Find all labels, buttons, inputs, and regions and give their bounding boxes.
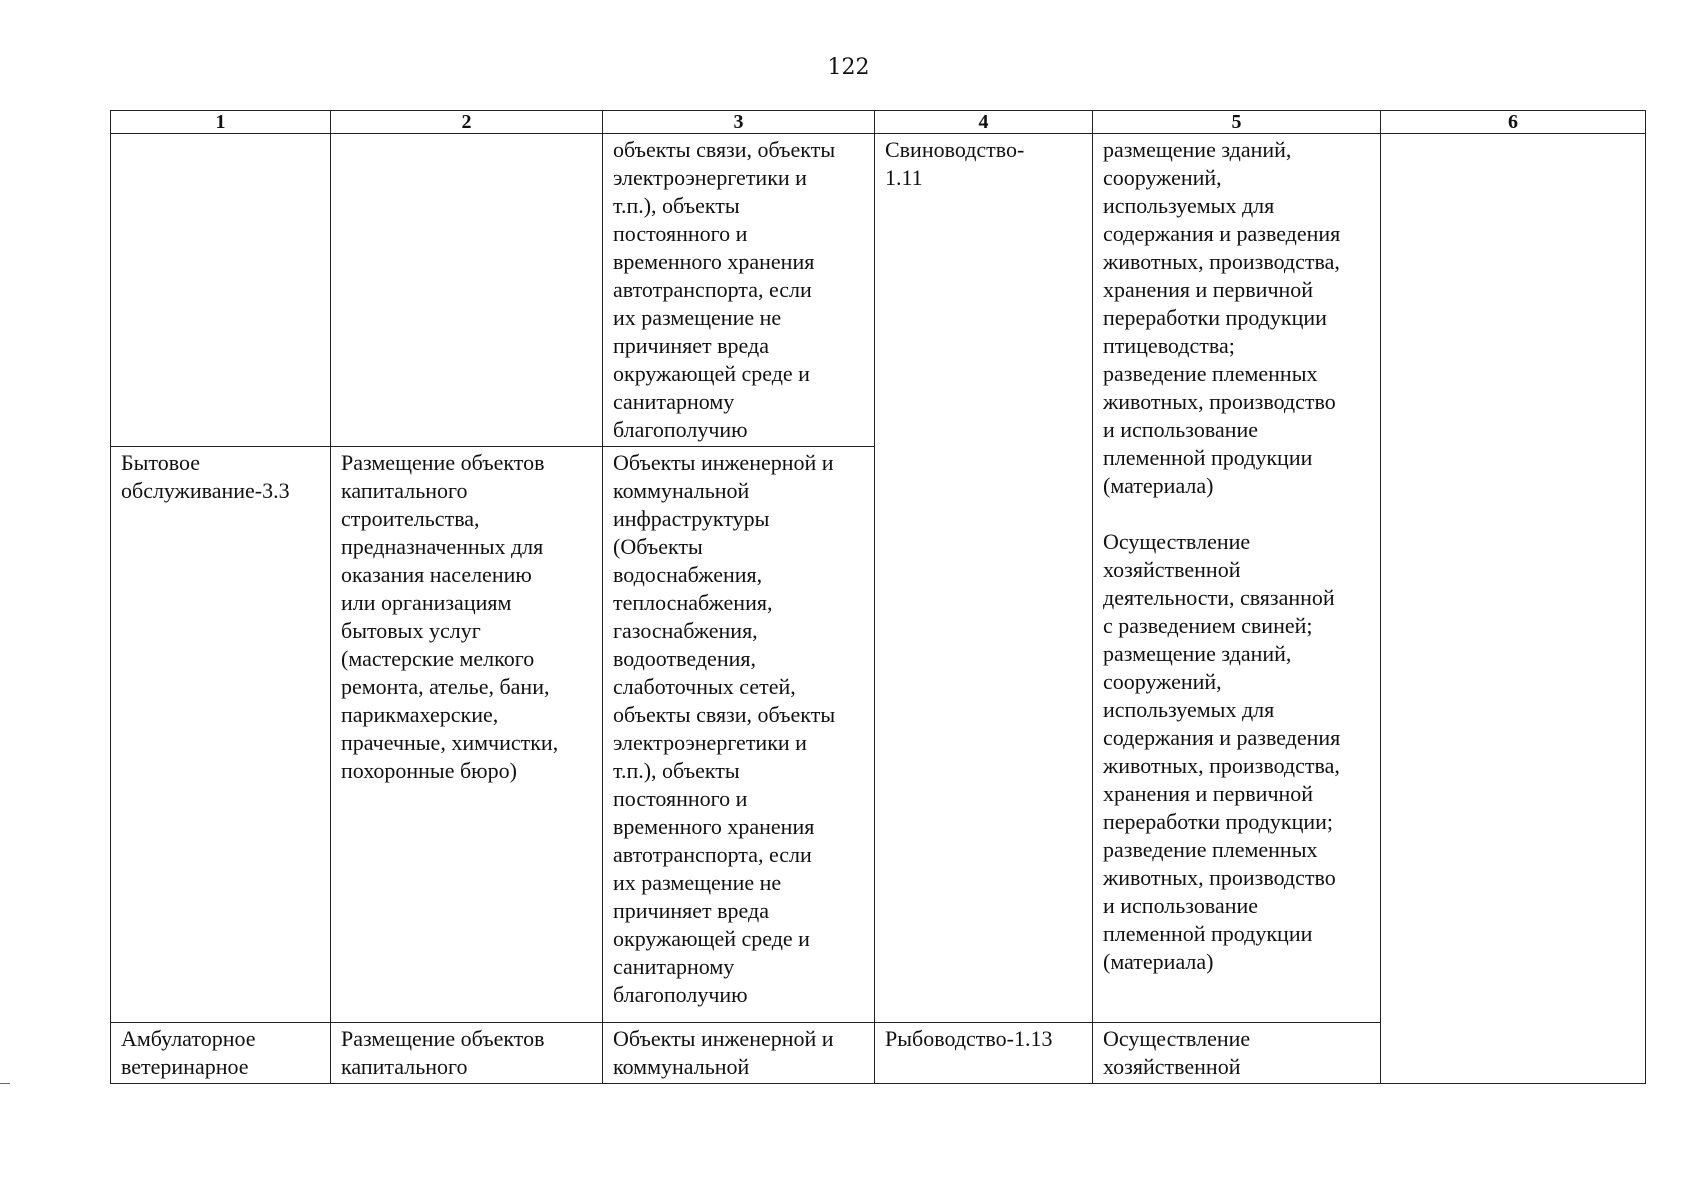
- col5-lower-cell: Осуществление хозяйственной: [1093, 1023, 1381, 1084]
- row2-col2: Размещение объектов капитального строительства, предназначенных для оказания населению или организациям бытовых услуг (мастерские мелкого ремонта, ателье, бани, парикмахерские, прачечные, химчистки, похоронные бюро): [331, 447, 603, 1023]
- row1-col3: объекты связи, объекты электроэнергетики и т.п.), объекты постоянного и временного хранения автотранспорта, если их размещение не причиняет вреда окружающей среде и санитарному благополучию: [603, 134, 875, 447]
- col5-middle-text: Осуществление хозяйственной деятельности, связанной с разведением свиней; размещение зданий, сооружений, используемых для содержания и разведения животных, производства, хранения и первичной переработки продукции; разведение племенных животных, производство и использование племенной продукции (материала): [1103, 529, 1341, 974]
- col5-upper-cell: [1093, 134, 1381, 1023]
- row1-col1: [111, 134, 331, 447]
- header-cell-5: 5: [1093, 111, 1381, 134]
- col5-upper-text: размещение зданий, сооружений, используемых для содержания и разведения животных, производства, хранения и первичной переработки продукции птицеводства; разведение племенных животных, производство и использование племенной продукции (материала): [1103, 137, 1341, 498]
- page-number: 122: [827, 55, 870, 80]
- row1-col2: [331, 134, 603, 447]
- row2-col3: Объекты инженерной и коммунальной инфраструктуры (Объекты водоснабжения, теплоснабжения, газоснабжения, водоотведения, слаботочных сетей, объекты связи, объекты электроэнергетики и т.п.), объекты постоянного и временного хранения автотранспорта, если их размещение не причиняет вреда окружающей среде и санитарному благополучию: [603, 447, 875, 1023]
- header-cell-3: 3: [603, 111, 875, 134]
- row3-col1: Амбулаторное ветеринарное: [111, 1023, 331, 1084]
- col6-cell: [1381, 134, 1646, 1084]
- col4-upper-cell: Свиноводство- 1.11: [875, 134, 1093, 1023]
- row3-col2: Размещение объектов капитального: [331, 1023, 603, 1084]
- header-cell-6: 6: [1381, 111, 1646, 134]
- header-cell-1: 1: [111, 111, 331, 134]
- header-cell-2: 2: [331, 111, 603, 134]
- header-row: [111, 111, 1646, 134]
- table-row: [111, 134, 1646, 447]
- col4-lower-cell: Рыбоводство-1.13: [875, 1023, 1093, 1084]
- header-cell-4: 4: [875, 111, 1093, 134]
- row3-col3: Объекты инженерной и коммунальной: [603, 1023, 875, 1084]
- row2-col1: Бытовое обслуживание-3.3: [111, 447, 331, 1023]
- document-table: [110, 110, 1646, 1084]
- margin-mark: [0, 1083, 10, 1084]
